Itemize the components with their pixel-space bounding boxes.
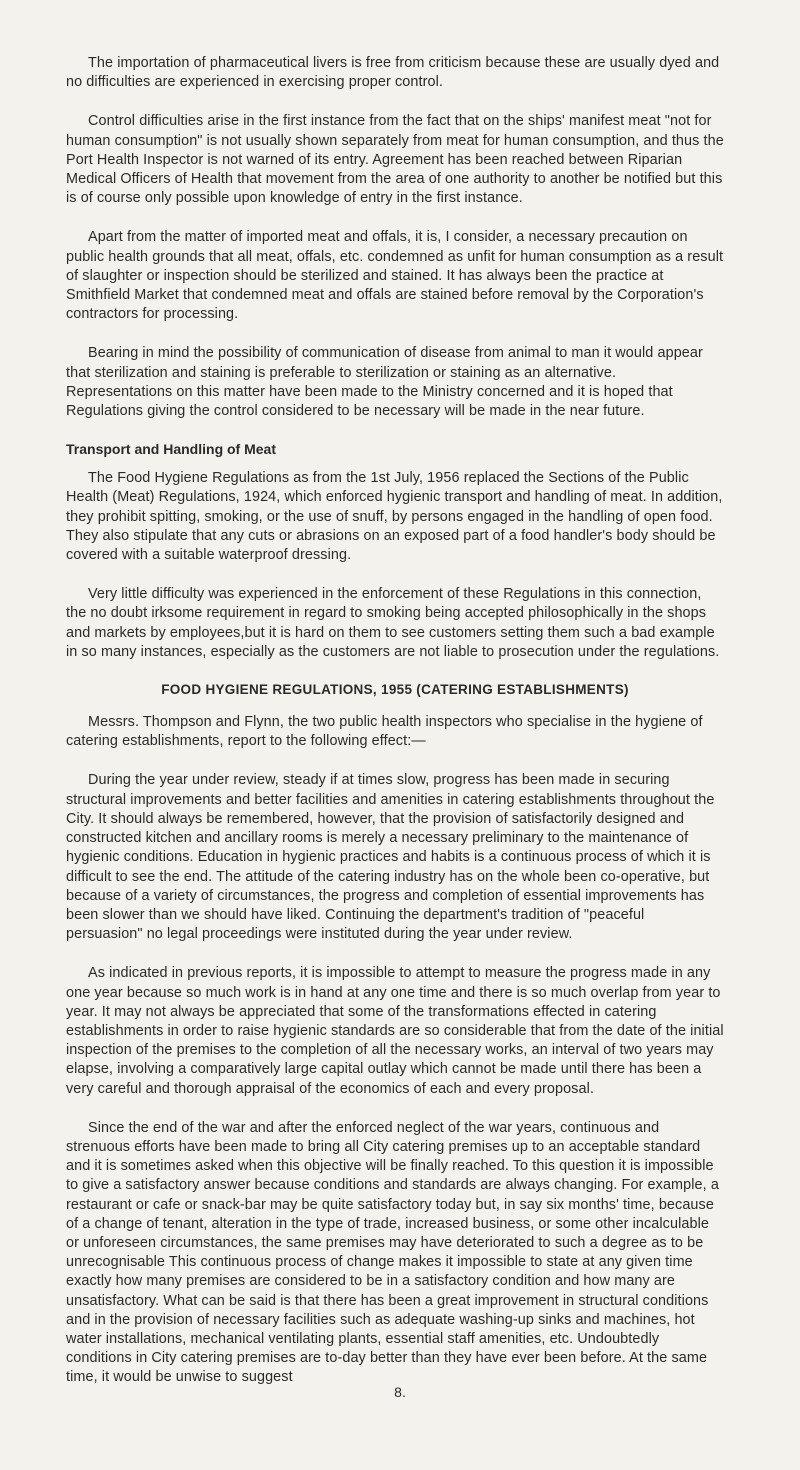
section-heading-catering: FOOD HYGIENE REGULATIONS, 1955 (CATERING ESTABLISHMENTS)	[161, 682, 629, 698]
paragraph-food-hygiene-regulations: The Food Hygiene Regulations as from the 1st July, 1956 replaced the Sections of the Public Health (Meat) Regulations, 1924, which enforced hygienic transport and handling of meat. In addition, they prohibit spitting, smoking, or the use of snuff, by persons engaged in the handling of open food. They also stipulate that any cuts or abrasions on an exposed part of a food handler's body should be covered with a suitable waterproof dressing.	[66, 470, 723, 564]
paragraph-pharmaceutical-livers: The importation of pharmaceutical livers is free from criticism because these are usually dyed and no difficulties are experienced in exercising proper control.	[66, 55, 720, 91]
page-number: 8.	[394, 1384, 406, 1400]
paragraph-inspectors-report: Messrs. Thompson and Flynn, the two public health inspectors who specialise in the hygiene of catering establishments, report to the following effect:—	[66, 714, 703, 750]
paragraph-enforcement: Very little difficulty was experienced in the enforcement of these Regulations in this connection, the no doubt irksome requirement in regard to smoking being accepted philosophically in the shops and markets by employees,but it is hard on them to see customers setting them such a bad example in so many instances, especially as the customers are not liable to prosecution under the regulations.	[66, 586, 720, 660]
paragraph-year-under-review: During the year under review, steady if at times slow, progress has been made in securing structural improvements and better facilities and amenities in catering establishments throughout the City. It should always be remembered, however, that the provision of satisfactorily designed and constructed kitchen and ancillary rooms is merely a necessary preliminary to the maintenance of hygienic conditions. Education in hygienic practices and habits is a continuous process of which it is difficult to see the end. The attitude of the catering industry has on the whole been co-operative, but because of a variety of circumstances, the progress and completion of essential improvements has been slower than we should have liked. Continuing the department's tradition of "peaceful persuasion" no legal proceedings were instituted during the year under review.	[66, 772, 715, 943]
paragraph-since-end-of-war: Since the end of the war and after the enforced neglect of the war years, continuous and strenuous efforts have been made to bring all City catering premises up to an acceptable standard and it is sometimes asked when this objective will be finally reached. To this question it is impossible to give a satisfactory answer because conditions and standards are always changing. For example, a restaurant or cafe or snack-bar may be quite satisfactory today but, in say six months' time, because of a change of tenant, alteration in the type of trade, increased business, or some other incalculable or unforeseen circumstances, the same premises may have deteriorated to such a degree as to be unrecognisable This continuous process of change makes it impossible to state at any given time exactly how many premises are considered to be in a satisfactory condition and how many are unsatisfactory. What can be said is that there has been a great improvement in structural conditions and in the provision of necessary facilities such as adequate washing-up sinks and machines, hot water installations, mechanical ventilating plants, essential staff amenities, etc. Undoubtedly conditions in City catering premises are to-day better than they have ever been before. At the same time, it would be unwise to suggest	[66, 1119, 719, 1386]
section-heading-transport: Transport and Handling of Meat	[66, 441, 277, 458]
paragraph-disease-communication: Bearing in mind the possibility of communication of disease from animal to man it would appear that sterilization and staining is preferable to sterilization or staining as an alternative. Representations on this matter have been made to the Ministry concerned and it is hoped that Regulations giving the control considered to be necessary will be made in the near future.	[66, 345, 703, 420]
paragraph-previous-reports: As indicated in previous reports, it is impossible to attempt to measure the progress made in any one year because so much work is in hand at any one time and there is so much overlap from year to year. It may not always be appreciated that some of the transformations effected in catering establishments in order to raise hygienic standards are so considerable that from the date of the initial inspection of the premises to the completion of all the necessary works, an interval of two years may elapse, involving a comparatively large capital outlay which cannot be made until there has been a very careful and thorough appraisal of the economics of each and every proposal.	[66, 965, 724, 1097]
paragraph-imported-meat: Apart from the matter of imported meat and offals, it is, I consider, a necessary precaution on public health grounds that all meat, offals, etc. condemned as unfit for human consumption as a result of slaughter or inspection should be sterilized and stained. It has always been the practice at Smithfield Market that condemned meat and offals are stained before removal by the Corporation's contractors for processing.	[66, 229, 724, 323]
paragraph-control-difficulties: Control difficulties arise in the first instance from the fact that on the ships' manifest meat "not for human consumption" is not usually shown separately from meat for human consumption, and thus the Port Health Inspector is not warned of its entry. Agreement has been reached between Riparian Medical Officers of Health that movement from the area of one authority to another be notified but this is of course only possible upon knowledge of entry in the first instance.	[66, 113, 724, 207]
